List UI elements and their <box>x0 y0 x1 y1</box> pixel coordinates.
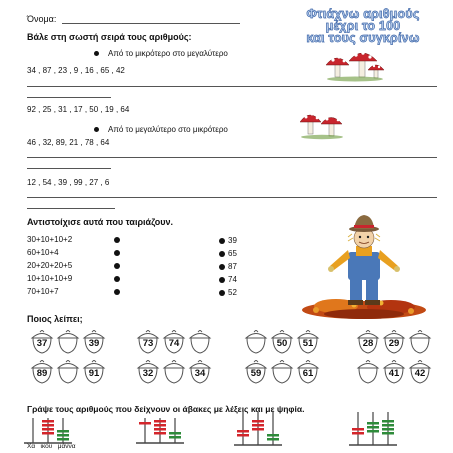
match-dot-left[interactable] <box>114 237 120 243</box>
match-dot-left[interactable] <box>114 289 120 295</box>
autumn-leaves-icon <box>302 299 426 319</box>
acorn-number: 28 <box>362 338 374 349</box>
worksheet-title <box>283 8 443 44</box>
acorn-icon <box>29 360 55 384</box>
acorn-icon <box>269 330 295 354</box>
answer-line[interactable] <box>27 157 437 158</box>
answer-line[interactable] <box>27 97 111 98</box>
abacus-instruction: Γράψε τους αριθμούς που δείχνουν οι άβακες με λέξεις και με ψηφία. <box>27 404 305 414</box>
match-right-2: 65 <box>228 249 237 258</box>
acorn-number: 32 <box>142 368 154 379</box>
match-left-2: 60+10+4 <box>27 248 59 257</box>
acorn-number: 41 <box>388 368 400 379</box>
answer-line[interactable] <box>27 197 437 198</box>
match-right-1: 39 <box>228 236 237 245</box>
match-dot-right[interactable] <box>219 264 225 270</box>
acorn-number: 73 <box>142 338 154 349</box>
acorn-icon[interactable] <box>55 330 81 354</box>
sort-row-2: 92 , 25 , 31 , 17 , 50 , 19 , 64 <box>27 105 130 114</box>
match-left-1: 30+10+10+2 <box>27 235 73 244</box>
abacus-place-labels: Χα ικου μάννα <box>27 443 76 450</box>
mushrooms-top-illustration <box>325 49 385 83</box>
acorn-icon[interactable] <box>161 360 187 384</box>
acorn-icon <box>161 330 187 354</box>
answer-line[interactable] <box>27 168 111 169</box>
acorn-icon <box>295 330 321 354</box>
match-dot-right[interactable] <box>219 290 225 296</box>
acorn-icon <box>407 360 433 384</box>
acorn-icon <box>135 360 161 384</box>
acorn-icon <box>295 360 321 384</box>
acorn-number: 59 <box>250 368 262 379</box>
match-dot-right[interactable] <box>219 238 225 244</box>
bullet-icon <box>94 127 99 132</box>
acorn-number: 34 <box>194 368 206 379</box>
acorn-number: 51 <box>302 338 314 349</box>
match-right-3: 87 <box>228 262 237 271</box>
title-line-1: Φτιάχνω αριθμούς <box>306 7 420 21</box>
acorn-icon[interactable] <box>269 360 295 384</box>
scarecrow-illustration <box>296 210 434 320</box>
match-left-3: 20+20+20+5 <box>27 261 73 270</box>
match-dot-left[interactable] <box>114 276 120 282</box>
abacus-icon <box>24 418 72 443</box>
acorn-icon[interactable] <box>407 330 433 354</box>
acorn-icon[interactable] <box>187 330 213 354</box>
mushroom-icon <box>326 55 349 77</box>
acorn-number: 50 <box>276 338 288 349</box>
acorn-icon[interactable] <box>243 330 269 354</box>
acorn-number: 37 <box>36 338 48 349</box>
acorn-number: 89 <box>36 368 48 379</box>
acorn-number: 29 <box>388 338 400 349</box>
acorn-number: 39 <box>88 338 100 349</box>
name-field-line[interactable] <box>62 23 240 24</box>
mushrooms-middle-illustration <box>300 108 346 140</box>
match-dot-right[interactable] <box>219 277 225 283</box>
acorn-icon <box>29 330 55 354</box>
missing-instruction: Ποιος λείπει; <box>27 314 83 324</box>
desc-label: Από το μεγαλύτερο στο μικρότερο <box>108 125 228 134</box>
acorn-icon <box>81 330 107 354</box>
acorn-number: 42 <box>414 368 426 379</box>
sort-row-3: 46 , 32, 89, 21 , 78 , 64 <box>27 138 110 147</box>
mushroom-icon <box>300 113 321 135</box>
acorn-icon <box>243 360 269 384</box>
mushroom-icon <box>321 115 342 137</box>
answer-line[interactable] <box>27 208 115 209</box>
match-instruction: Αντιστοίχισε αυτά που ταιριάζουν. <box>27 217 173 227</box>
acorn-icon <box>355 330 381 354</box>
acorn-number: 61 <box>302 368 314 379</box>
match-dot-left[interactable] <box>114 263 120 269</box>
acorn-icon <box>381 330 407 354</box>
mushroom-icon <box>368 65 384 78</box>
abacus-icon <box>234 412 282 445</box>
bullet-icon <box>94 51 99 56</box>
match-right-5: 52 <box>228 288 237 297</box>
sort-row-1: 34 , 87 , 23 , 9 , 16 , 65 , 42 <box>27 66 125 75</box>
acorn-icon <box>381 360 407 384</box>
name-label: Όνομα: <box>27 14 57 24</box>
abacus-icon <box>136 418 184 443</box>
acorn-number: 74 <box>168 338 180 349</box>
title-line-3: και τους συγκρίνω <box>306 31 420 45</box>
acorn-icon <box>187 360 213 384</box>
abacus-icon <box>349 412 397 445</box>
acorn-icon <box>81 360 107 384</box>
acorn-icon[interactable] <box>55 360 81 384</box>
mushroom-icon <box>349 51 377 77</box>
match-right-4: 74 <box>228 275 237 284</box>
acorn-number: 91 <box>88 368 100 379</box>
match-dot-left[interactable] <box>114 250 120 256</box>
match-dot-right[interactable] <box>219 251 225 257</box>
match-left-4: 10+10+10+9 <box>27 274 73 283</box>
title-line-2: μέχρι το 100 <box>325 19 401 33</box>
answer-line[interactable] <box>27 86 437 87</box>
asc-label: Από το μικρότερο στο μεγαλύτερο <box>108 49 228 58</box>
match-left-5: 70+10+7 <box>27 287 59 296</box>
acorn-icon[interactable] <box>355 360 381 384</box>
acorn-icon <box>135 330 161 354</box>
sort-instruction: Βάλε στη σωστή σειρά τους αριθμούς: <box>27 32 192 42</box>
sort-row-4: 12 , 54 , 39 , 99 , 27 , 6 <box>27 178 110 187</box>
